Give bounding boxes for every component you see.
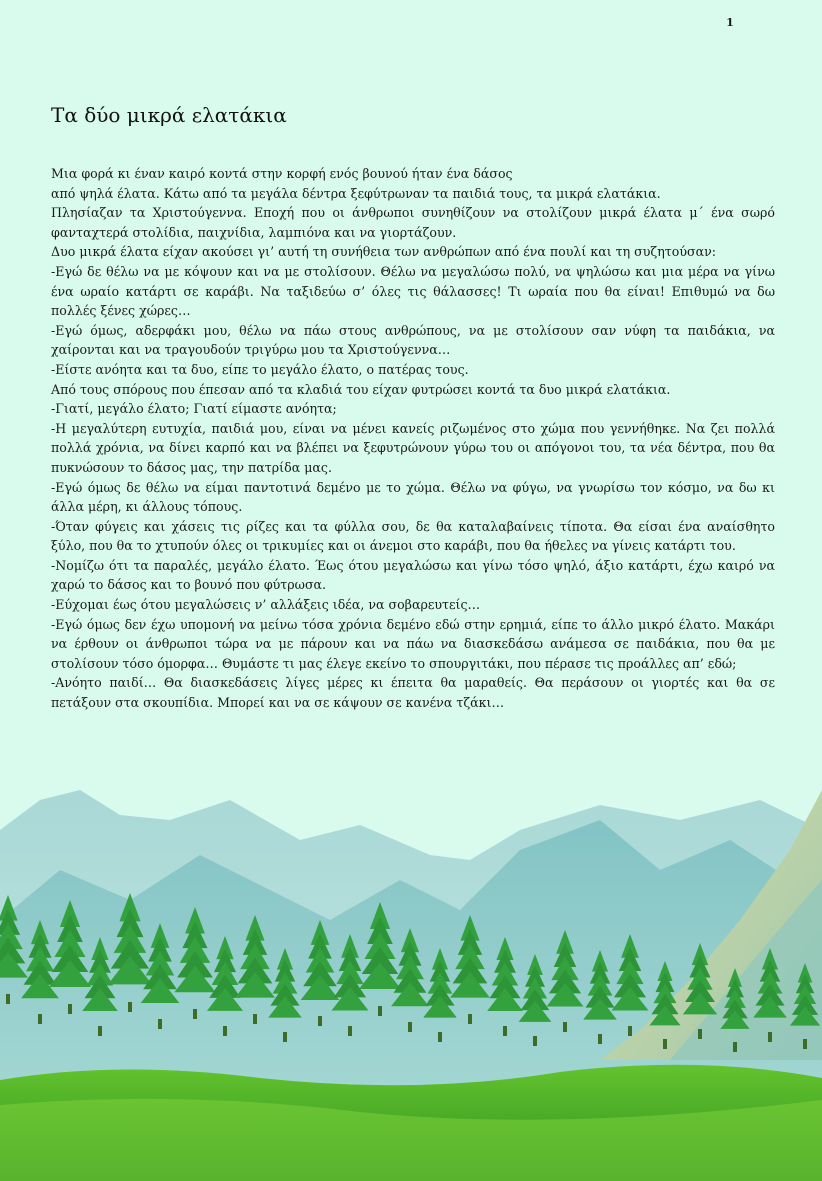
story-paragraph: -Νομίζω ότι τα παραλές, μεγάλο έλατο. Έως ότου μεγαλώσω και γίνω τόσο ψηλό, άξιο κατάρτι, έχω καιρό να χαρώ το δάσος και το βουνό που φύτρωσα. [51, 557, 775, 593]
story-paragraph: Από τους σπόρους που έπεσαν από τα κλαδιά του είχαν φυτρώσει κοντά τα δυο μικρά ελατάκια. [51, 381, 671, 397]
story-title: Τα δύο μικρά ελατάκια [51, 103, 287, 127]
story-paragraph: -Η μεγαλύτερη ευτυχία, παιδιά μου, είναι να μένει κανείς ριζωμένος στο χώμα που γεννήθηκε. Να ζει πολλά πολλά χρόνια, να δίνει καρπό και να βλέπει να ξεφυτρώνουν γύρω του οι απόγονοι του, τα νέα δέντρα, που θα πυκνώσουν το δάσος μας, την πατρίδα μας. [51, 420, 775, 475]
story-body [51, 164, 775, 713]
story-paragraph: -Εγώ δε θέλω να με κόψουν και να με στολίσουν. Θέλω να μεγαλώσω πολύ, να ψηλώσω και μια μέρα να γίνω ένα ωραίο κατάρτι σε καράβι. Να ταξιδεύω σ’ όλες τις θάλασσες! Τι ωραία που θα είναι! Επιθυμώ να δω πολλές ξένες χώρες… [51, 263, 775, 319]
story-paragraph: -Εγώ όμως δε θέλω να είμαι παντοτινά δεμένο με το χώμα. Θέλω να φύγω, να γνωρίσω τον κόσμο, να δω κι άλλα μέρη, κι άλλους τόπους. [51, 479, 775, 515]
story-paragraph: -Εύχομαι έως ότου μεγαλώσεις ν’ αλλάξεις ιδέα, να σοβαρευτείς… [51, 597, 481, 613]
story-paragraph: Πλησίαζαν τα Χριστούγεννα. Εποχή που οι άνθρωποι συνηθίζουν να στολίζουν μικρά έλατα μ΄ ένα σωρό φανταχτερά στολίδια, παιχνίδια, λαμπιόνα και να γιορτάζουν. [51, 205, 775, 240]
mountain-forest-illustration [0, 760, 822, 1181]
story-paragraph: -Γιατί, μεγάλο έλατο; Γιατί είμαστε ανόητα; [51, 401, 337, 417]
story-paragraph: -Εγώ όμως, αδερφάκι μου, θέλω να πάω στους ανθρώπους, να με στολίσουν σαν νύφη τα παιδάκια, να χαίρονται και να τραγουδούν τριγύρω μου τα Χριστούγεννα… [51, 322, 775, 358]
story-paragraph: -Είστε ανόητα και τα δυο, είπε το μεγάλο έλατο, ο πατέρας τους. [51, 361, 469, 377]
story-paragraph: -Εγώ όμως δεν έχω υπομονή να μείνω τόσα χρόνια δεμένο εδώ στην ερημιά, είπε το άλλο μικρό έλατο. Μακάρι να έρθουν οι άνθρωποι τώρα να με πάρουν και να πάω να διασκεδάσω ανάμεσα σε παιδάκια, που θα με στολίσουν τόσο όμορφα… Θυμάστε τι μας έλεγε εκείνο το σπουργιτάκι, που πέρασε τις προάλλες απ’ εδώ; [51, 616, 775, 671]
page-number: 1 [726, 16, 734, 29]
story-paragraph: από ψηλά έλατα. Κάτω από τα μεγάλα δέντρα ξεφύτρωναν τα παιδιά τους, τα μικρά ελατάκια. [51, 185, 661, 201]
story-paragraph: Δυο μικρά έλατα είχαν ακούσει γι’ αυτή τη συνήθεια των ανθρώπων από ένα πουλί και τη συζητούσαν: [51, 244, 716, 260]
story-paragraph: -Όταν φύγεις και χάσεις τις ρίζες και τα φύλλα σου, δε θα καταλαβαίνεις τίποτα. Θα είσαι ένα αναίσθητο ξύλο, που θα το χτυπούν όλες οι τρικυμίες και οι άνεμοι στο καράβι, που θα ήθελες να γίνεις κατάρτι του. [51, 518, 775, 554]
story-paragraph: Μια φορά κι έναν καιρό κοντά στην κορφή ενός βουνού ήταν ένα δάσος [51, 166, 513, 181]
story-paragraph: -Ανόητο παιδί… Θα διασκεδάσεις λίγες μέρες κι έπειτα θα μαραθείς. Θα περάσουν οι γιορτές και θα σε πετάξουν στα σκουπίδια. Μπορεί και να σε κάψουν σε κανένα τζάκι… [51, 675, 775, 711]
